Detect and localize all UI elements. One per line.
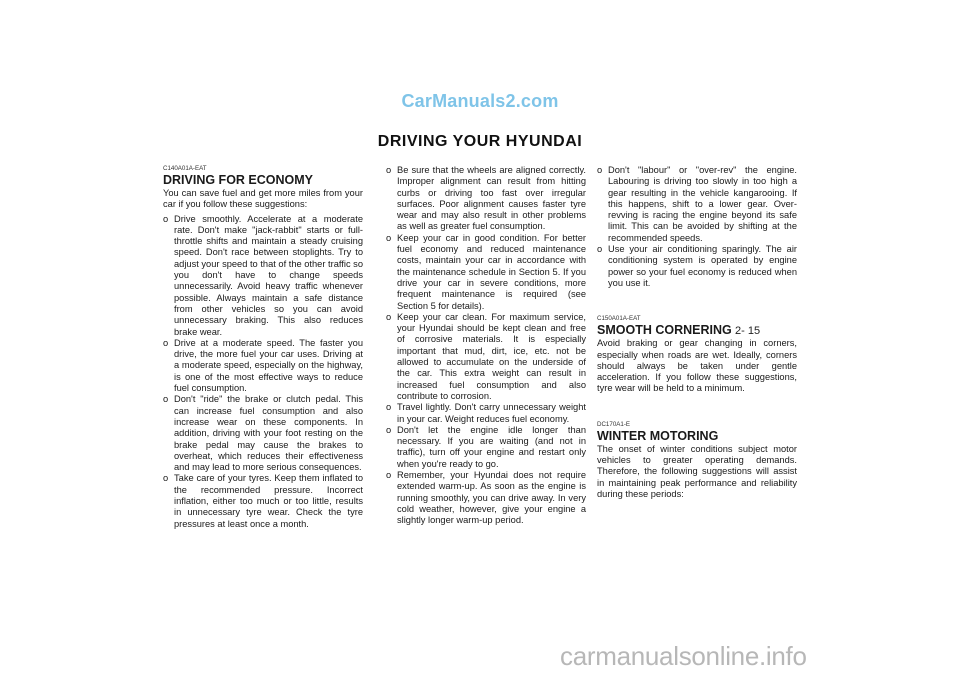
list-item: o Don't "ride" the brake or clutch pedal. This can increase fuel consumption and also increase wear on these components. In addition, driving with your foot resting on the brake pedal may cause the brakes to overheat, which reduces their effectiveness and may lead to more serious consequences. <box>163 394 363 473</box>
section-code: C150A01A-EAT <box>597 315 641 323</box>
section-title-winter: WINTER MOTORING <box>597 428 719 443</box>
cornering-text: Avoid braking or gear changing in corners, especially when roads are wet. Ideally, corners should always be taken under gentle acceleration. If you follow these suggestions, tyre wear will be held to a minimum. <box>597 338 797 394</box>
watermark-bottom[interactable]: carmanualsonline.info <box>560 641 807 671</box>
list-item: o Don't "labour" or "over-rev" the engine. Labouring is driving too slowly in too high a gear resulting in the vehicle kangarooing. If this happens, shift to a lower gear. Over-revving is racing the engine beyond its safe limit. This can be avoided by shifting at the recommended speeds. <box>597 165 797 244</box>
winter-text: The onset of winter conditions subject motor vehicles to greater operating demands. Therefore, the following suggestions will assist in maintaining peak performance and reliability during these periods: <box>597 443 797 499</box>
list-item: o Remember, your Hyundai does not require extended warm-up. As soon as the engine is running smoothly, you can drive away. In very cold weather, however, give your engine a slightly longer warm-up period. <box>386 470 586 526</box>
economy-bullet-list <box>163 214 363 530</box>
list-item: o Use your air conditioning sparingly. The air conditioning system is operated by engine power so your fuel economy is reduced when you use it. <box>597 244 797 289</box>
section-title-cornering: SMOOTH CORNERING <box>597 323 732 338</box>
list-item: o Keep your car in good condition. For better fuel economy and reduced maintenance costs, maintain your car in accordance with the maintenance schedule in Section 5. If you drive your car in severe conditions, more frequent maintenance is required (see Section 5 for details). <box>386 233 586 312</box>
section-code: DC170A1-E <box>597 420 631 428</box>
list-item: o Don't let the engine idle longer than necessary. If you are waiting (and not in traffic), turn off your engine and restart only when you're ready to go. <box>386 425 586 470</box>
section-cornering <box>597 315 797 394</box>
section-code: C140A01A-EAT <box>163 165 207 172</box>
list-item: o Keep your car clean. For maximum service, your Hyundai should be kept clean and free of corrosive materials. It is especially important that mud, dirt, ice, etc. not be allowed to accumulate on the underside of the car. This extra weight can result in increased fuel consumption and also contribute to corrosion. <box>386 312 586 402</box>
page-number: 2- 15 <box>735 325 761 337</box>
list-item: o Take care of your tyres. Keep them inflated to the recommended pressure. Incorrect inflation, either too much or too little, results in unnecessary tyre wear. Check the tyre pressures at least once a month. <box>163 473 363 529</box>
economy-bullet-list-cont <box>386 165 586 527</box>
economy-bullet-list-cont2 <box>597 165 797 289</box>
section-winter <box>597 421 797 500</box>
section-title-economy: DRIVING FOR ECONOMY <box>163 173 314 187</box>
page-header: DRIVING YOUR HYUNDAI <box>377 133 583 150</box>
list-item: o Drive at a moderate speed. The faster you drive, the more fuel your car uses. Driving at a moderate speed, especially on the highway, is one of the most effective ways to reduce fuel consumption. <box>163 338 363 394</box>
list-item: o Be sure that the wheels are aligned correctly. Improper alignment can result from hitting curbs or driving too fast over irregular surfaces. Poor alignment causes faster tyre wear and may also result in other problems as well as greater fuel consumption. <box>386 165 586 233</box>
column-3 <box>597 165 797 503</box>
list-item: o Travel lightly. Don't carry unnecessary weight in your car. Weight reduces fuel economy. <box>386 402 586 425</box>
economy-intro: You can save fuel and get more miles from your car if you follow these suggestions: <box>163 188 363 210</box>
column-1 <box>163 165 363 530</box>
column-2 <box>386 165 586 527</box>
watermark-top[interactable]: CarManuals2.com <box>401 91 559 111</box>
list-item: o Drive smoothly. Accelerate at a moderate rate. Don't make "jack-rabbit" starts or full-throttle shifts and maintain a steady cruising speed. Don't race between stoplights. Try to adjust your speed to that of the other traffic so you don't have to change speeds unnecessarily. Avoid heavy traffic whenever possible. Always maintain a safe distance from other vehicles so you can avoid unnecessary braking. This also reduces brake wear. <box>163 214 363 338</box>
